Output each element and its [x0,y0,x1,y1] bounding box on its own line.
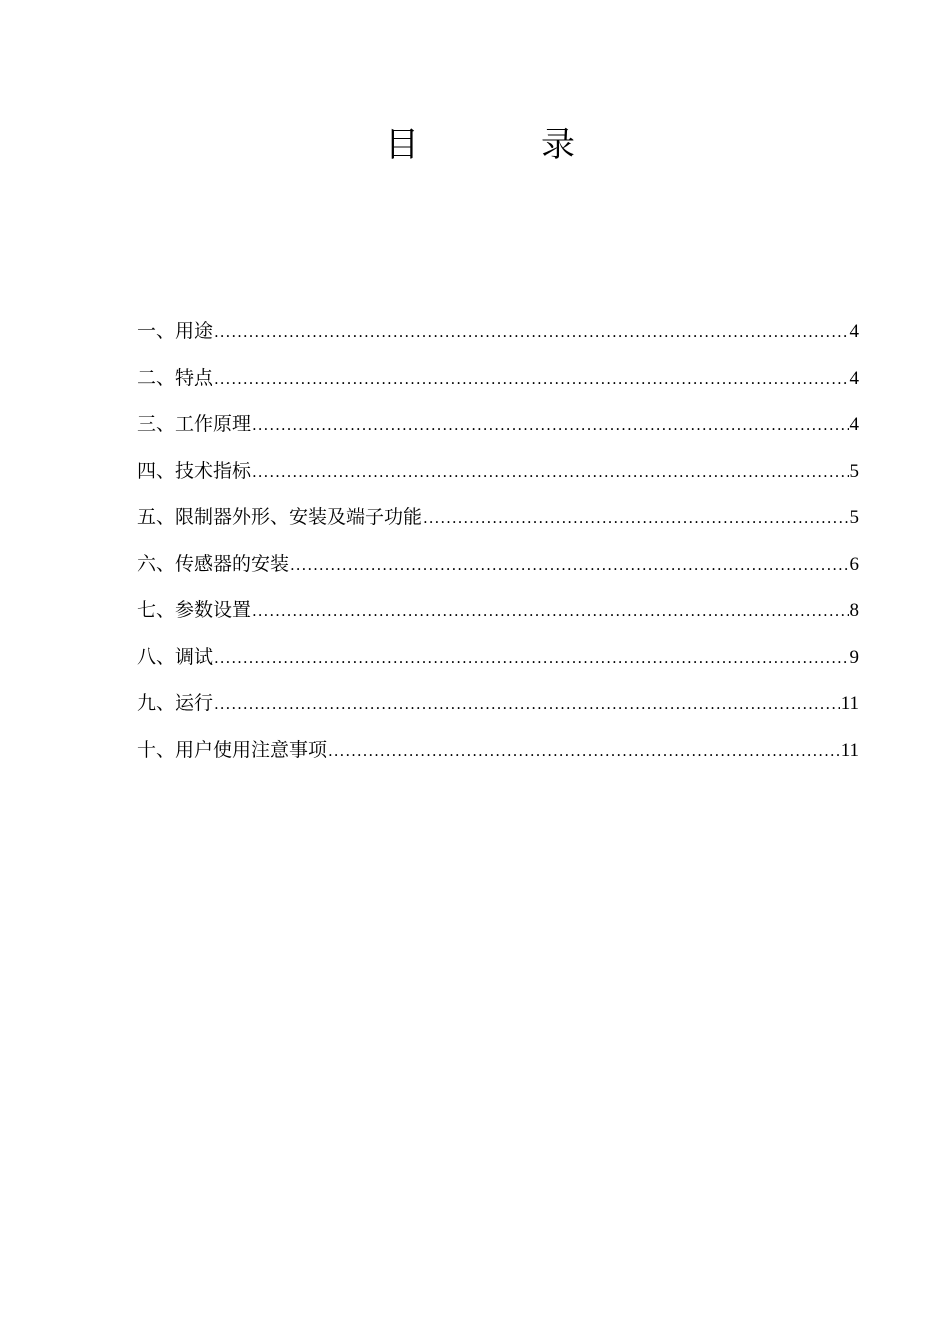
toc-entry-label: 一、用途 [137,320,214,342]
toc-entry-5[interactable] [137,500,859,547]
toc-entry-page: 9 [849,646,859,668]
toc-dot-leader [423,501,848,535]
toc-entry-2[interactable] [137,361,859,408]
toc-entry-10[interactable] [137,733,859,780]
toc-entry-8[interactable] [137,640,859,687]
toc-entry-page: 4 [849,367,859,389]
toc-entry-page: 11 [840,739,859,761]
toc-entry-7[interactable] [137,593,859,640]
toc-entry-3[interactable] [137,407,859,454]
toc-dot-leader [214,641,848,675]
toc-entry-page: 5 [849,460,859,482]
toc-entry-label: 九、运行 [137,692,214,714]
toc-entry-label: 四、技术指标 [137,459,252,482]
toc-entry-label: 八、调试 [137,645,214,668]
toc-dot-leader [214,362,848,396]
page-title [0,120,950,170]
table-of-contents [137,314,859,779]
toc-dot-leader [252,408,848,442]
toc-entry-label: 五、限制器外形、安装及端子功能 [137,506,423,528]
toc-dot-leader [252,594,848,628]
toc-entry-6[interactable] [137,547,859,594]
toc-entry-label: 二、特点 [137,366,214,389]
toc-entry-page: 11 [840,693,859,714]
toc-entry-page: 4 [849,321,859,342]
toc-dot-leader [328,734,840,768]
toc-entry-4[interactable] [137,454,859,501]
toc-entry-1[interactable] [137,314,859,361]
toc-entry-label: 三、工作原理 [137,413,252,435]
toc-dot-leader [214,315,848,349]
toc-dot-leader [252,455,848,489]
toc-entry-page: 4 [849,414,859,435]
toc-entry-label: 七、参数设置 [137,599,252,621]
toc-entry-page: 8 [849,600,859,621]
toc-dot-leader [214,687,840,721]
title-char-1: 目 [385,125,419,165]
toc-entry-label: 六、传感器的安装 [137,552,290,575]
toc-entry-9[interactable] [137,686,859,733]
title-char-2: 录 [541,125,575,165]
toc-dot-leader [290,548,848,582]
toc-entry-page: 5 [849,507,859,528]
toc-entry-label: 十、用户使用注意事项 [137,738,328,761]
toc-entry-page: 6 [849,553,859,575]
